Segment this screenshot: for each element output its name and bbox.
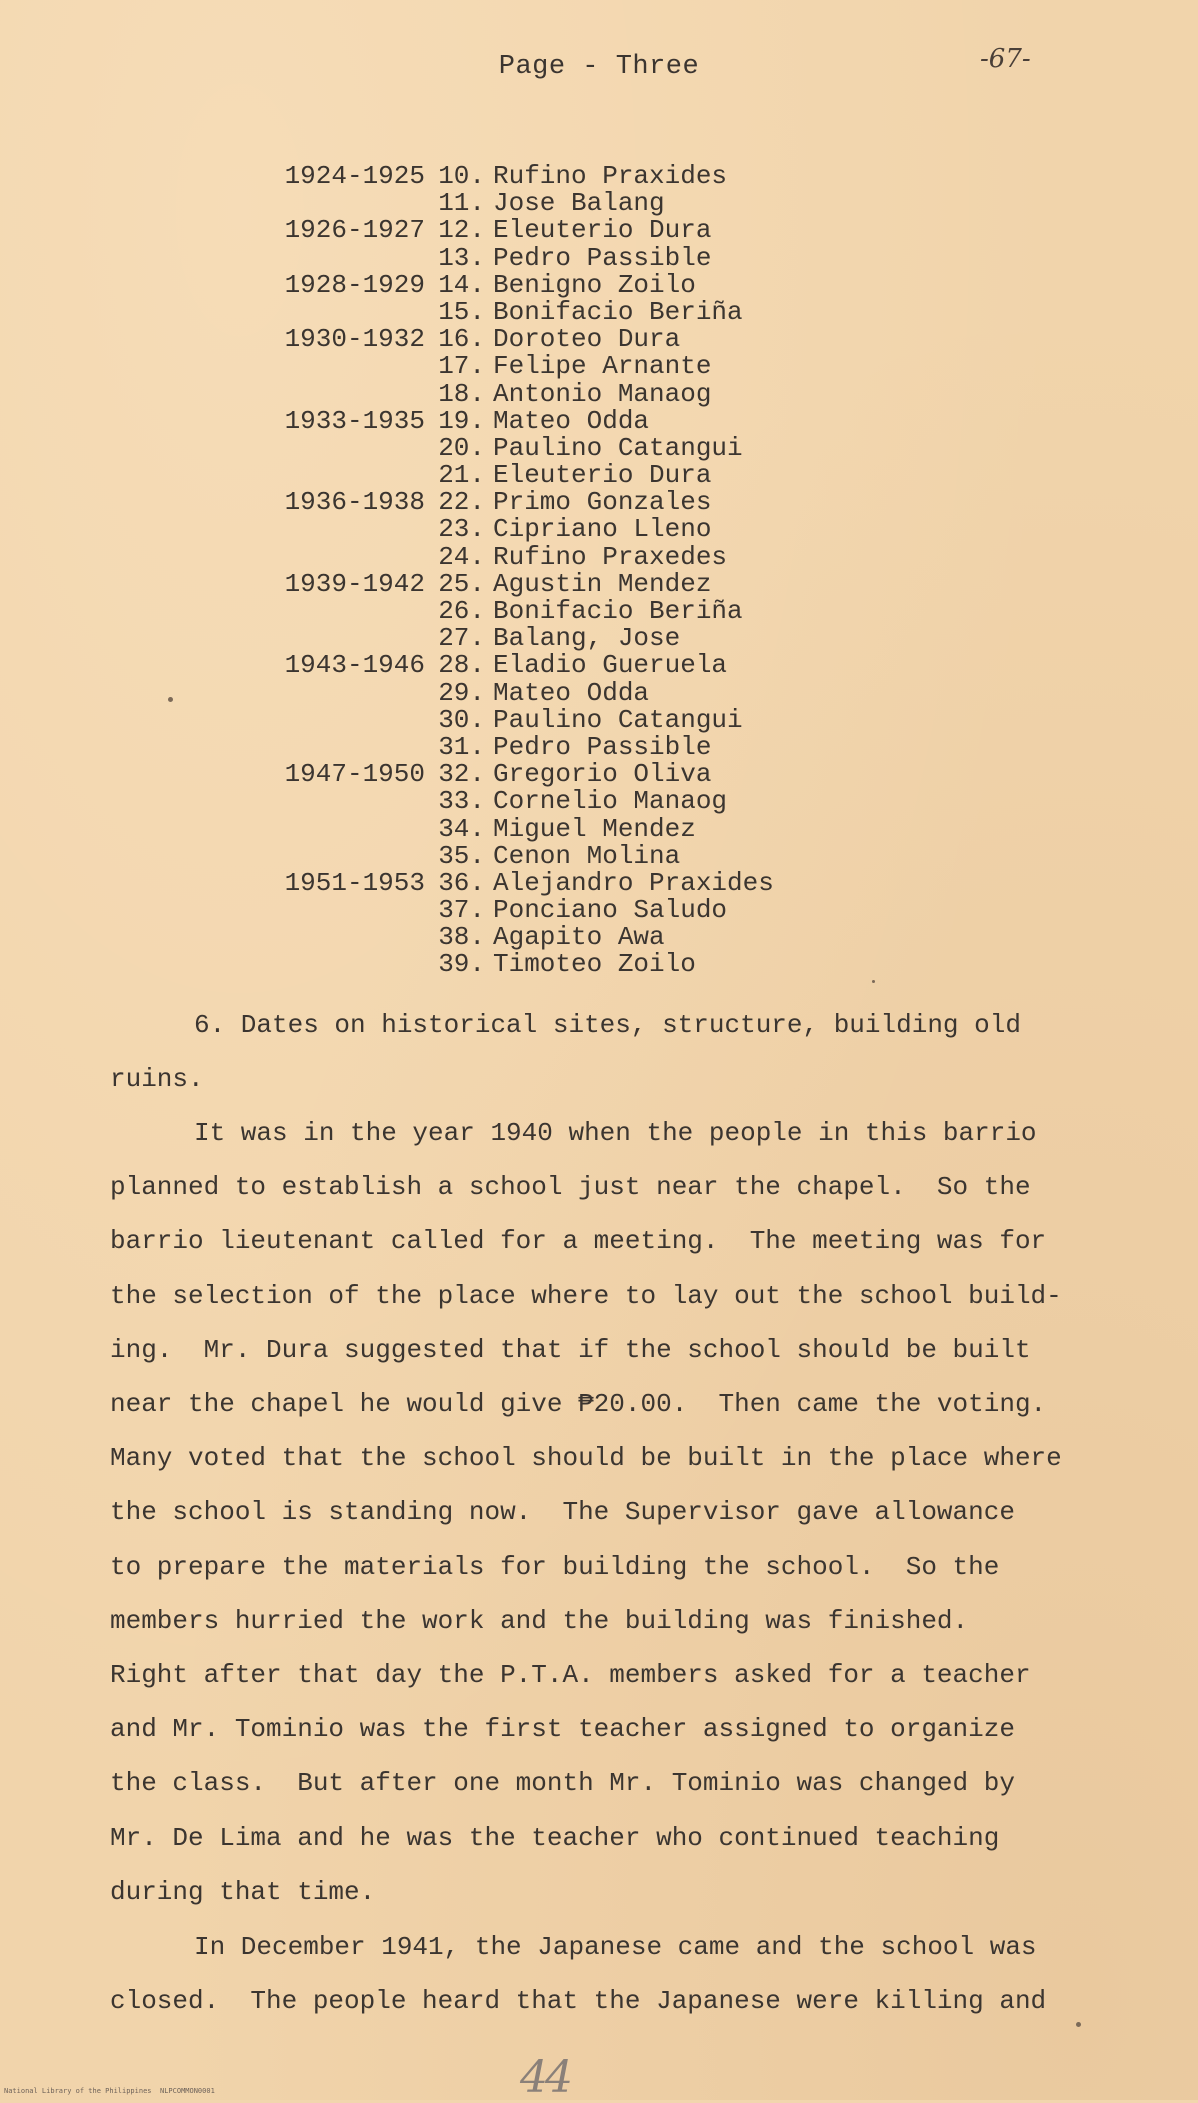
roster-years: 1939-1942 [284,568,425,599]
handwritten-folio-number: 44 [520,2052,570,2103]
roster-row [250,242,900,273]
officer-roster [250,163,900,979]
paragraph-line: Right after that day the P.T.A. members asked for a teacher [110,1660,1031,1691]
paper-speck [872,980,875,983]
paragraph-line: and Mr. Tominio was the first teacher assigned to organize [110,1714,1015,1745]
roster-years: 1928-1929 [284,269,425,300]
roster-number: 34. [438,813,485,844]
roster-row [250,353,900,380]
roster-name: Antonio Manaog [493,378,712,409]
page-title: Page - Three [498,52,700,82]
roster-row [250,405,900,436]
footer-file-code: NLPCOMMON0001 [160,2087,215,2095]
roster-number: 24. [438,541,485,572]
paragraph-line: during that time. [110,1876,376,1907]
roster-name: Balang, Jose [493,623,681,654]
roster-row [250,677,900,708]
paragraph-line: planned to establish a school just near the chapel. So the [110,1172,1031,1203]
roster-name: Cenon Molina [493,840,681,871]
paragraph-line: the selection of the place where to lay out the school build- [110,1280,1062,1311]
roster-number: 38. [438,922,485,953]
roster-name: Gregorio Oliva [493,759,712,790]
roster-row [250,625,900,652]
roster-row [250,813,900,844]
roster-number: 36. [438,867,485,898]
roster-years: 1947-1950 [284,759,425,790]
roster-row [250,897,900,924]
roster-years [250,843,425,870]
roster-years [250,625,425,652]
roster-years [250,924,425,951]
roster-row [250,598,900,625]
roster-row [250,568,900,599]
roster-number: 19. [438,405,485,436]
roster-name: Mateo Odda [493,405,650,436]
roster-years: 1936-1938 [284,487,425,518]
roster-years: 1943-1946 [284,650,425,681]
section-heading [110,998,1120,1106]
roster-name: Jose Balang [493,188,665,219]
paragraph-line: closed. The people heard that the Japanese were killing and [110,1986,1047,2017]
roster-number: 26. [438,596,485,626]
roster-name: Eleuterio Dura [493,460,712,491]
roster-name: Bonifacio Beriña [493,296,743,327]
roster-row [250,269,900,300]
roster-years: 1951-1953 [284,867,425,898]
roster-number: 16. [438,324,485,355]
paragraph-line: Many voted that the school should be built in the place where [110,1443,1062,1474]
roster-name: Bonifacio Beriña [493,596,743,626]
roster-number: 30. [438,704,485,735]
paragraph-school-history [110,1106,1120,1919]
roster-years [250,680,425,707]
paper-speck [168,697,173,702]
roster-row [250,378,900,409]
roster-years: 1924-1925 [284,161,425,191]
roster-name: Agapito Awa [493,922,665,953]
paragraph-line: Mr. De Lima and he was the teacher who continued teaching [110,1822,1000,1853]
roster-years [250,734,425,761]
roster-row [250,432,900,463]
roster-years [250,788,425,815]
roster-years: 1933-1935 [284,405,425,436]
roster-row [250,489,900,516]
roster-name: Ponciano Saludo [493,895,728,926]
roster-row [250,788,900,815]
roster-name: Rufino Praxides [493,161,728,191]
paper-speck [1076,2022,1081,2027]
roster-row [250,296,900,327]
roster-number: 13. [438,242,485,273]
paragraph-line: members hurried the work and the building was finished. [110,1605,969,1636]
roster-name: Benigno Zoilo [493,269,696,300]
roster-number: 25. [438,568,485,599]
paragraph-line: near the chapel he would give ₱20.00. Then came the voting. [110,1389,1047,1420]
roster-years [250,435,425,462]
roster-row [250,731,900,762]
roster-number: 11. [438,188,485,219]
roster-years [250,299,425,326]
paragraph-line: the school is standing now. The Supervisor gave allowance [110,1497,1015,1528]
roster-years [250,544,425,571]
roster-name: Rufino Praxedes [493,541,728,572]
roster-row [250,541,900,572]
roster-number: 31. [438,731,485,762]
roster-name: Mateo Odda [493,677,650,708]
roster-row [250,516,900,543]
roster-number: 32. [438,759,485,790]
roster-years [250,816,425,843]
roster-years: 1930-1932 [284,324,425,355]
roster-name: Cipriano Lleno [493,514,712,545]
roster-number: 39. [438,949,485,980]
section-heading-line: 6. Dates on historical sites, structure, building old [194,1010,1021,1040]
roster-name: Miguel Mendez [493,813,696,844]
roster-row [250,326,900,353]
roster-number: 10. [438,161,485,191]
roster-years [250,381,425,408]
roster-name: Paulino Catangui [493,432,743,463]
roster-row [250,217,900,244]
roster-row [250,761,900,788]
roster-name: Primo Gonzales [493,487,712,518]
section-heading-line: ruins. [110,1064,204,1095]
roster-years: 1926-1927 [284,215,425,246]
roster-number: 35. [438,840,485,871]
handwritten-page-number: -67- [980,44,1031,74]
paragraph-line: It was in the year 1940 when the people in this barrio [194,1118,1037,1148]
footer-library-stamp: National Library of the Philippines [4,2087,152,2095]
roster-years [250,951,425,978]
roster-row [250,462,900,489]
roster-name: Felipe Arnante [493,351,712,382]
roster-number: 29. [438,677,485,708]
roster-number: 21. [438,460,485,491]
roster-number: 20. [438,432,485,463]
roster-years [250,245,425,272]
roster-row [250,951,900,978]
roster-number: 12. [438,215,485,246]
roster-number: 27. [438,623,485,654]
paragraph-line: ing. Mr. Dura suggested that if the school should be built [110,1334,1031,1365]
paragraph-line: barrio lieutenant called for a meeting. The meeting was for [110,1226,1047,1257]
roster-number: 18. [438,378,485,409]
roster-row [250,840,900,871]
roster-name: Timoteo Zoilo [493,949,696,980]
roster-number: 23. [438,514,485,545]
roster-row [250,652,900,679]
paragraph-japanese-occupation [110,1920,1120,2028]
roster-row [250,704,900,735]
roster-name: Eladio Gueruela [493,650,728,681]
roster-number: 17. [438,351,485,382]
roster-number: 15. [438,296,485,327]
paragraph-line: the class. But after one month Mr. Tominio was changed by [110,1768,1015,1799]
roster-name: Eleuterio Dura [493,215,712,246]
roster-number: 22. [438,487,485,518]
roster-row [250,163,900,190]
roster-number: 37. [438,895,485,926]
roster-row [250,867,900,898]
roster-years [250,462,425,489]
roster-years [250,707,425,734]
roster-years [250,598,425,625]
roster-name: Doroteo Dura [493,324,681,355]
roster-number: 33. [438,786,485,817]
roster-years [250,897,425,924]
roster-row [250,190,900,217]
roster-years [250,190,425,217]
roster-years [250,353,425,380]
paragraph-line: to prepare the materials for building the school. So the [110,1551,1000,1582]
roster-row [250,924,900,951]
roster-name: Pedro Passible [493,242,712,273]
roster-number: 28. [438,650,485,681]
roster-years [250,516,425,543]
roster-name: Alejandro Praxides [493,867,774,898]
paragraph-line: In December 1941, the Japanese came and the school was [194,1932,1037,1962]
roster-name: Paulino Catangui [493,704,743,735]
roster-name: Agustin Mendez [493,568,712,599]
roster-name: Cornelio Manaog [493,786,728,817]
roster-number: 14. [438,269,485,300]
roster-name: Pedro Passible [493,731,712,762]
